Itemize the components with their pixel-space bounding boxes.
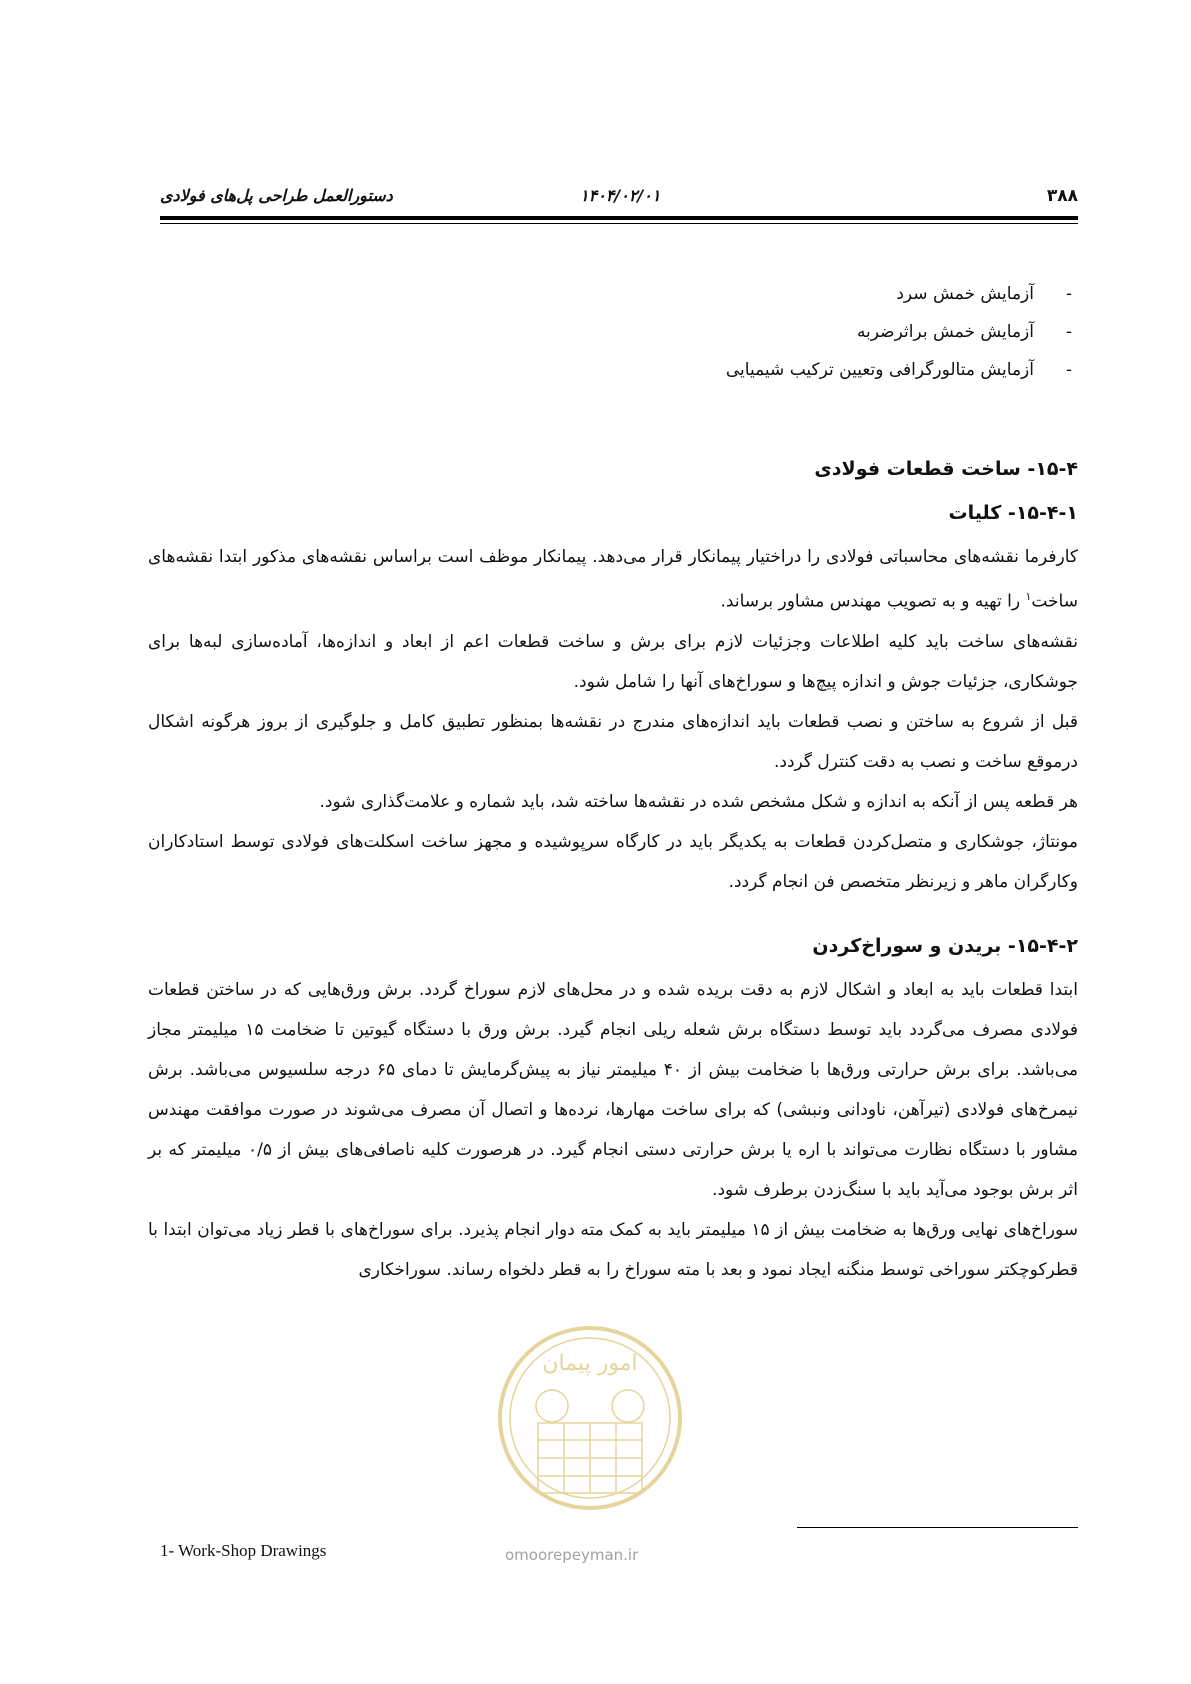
paragraph: نقشه‌های ساخت باید کلیه اطلاعات وجزئیات لازم برای برش و ساخت قطعات اعم از ابعاد و اندازه‌ها، آماده‌سازی لبه‌ها برای جوشکاری، جزئیات جوش و اندازه پیچ‌ها و سوراخ‌های آنها را شامل شود. <box>148 631 1078 692</box>
bullet-text: آزمایش خمش سرد <box>896 284 1034 304</box>
bullet-item <box>148 351 1078 389</box>
section-heading-main: ۱۵-۴- ساخت قطعات فولادی <box>814 458 1078 480</box>
paragraph: مونتاژ، جوشکاری و متصل‌کردن قطعات به یکدیگر باید در کارگاه سرپوشیده و مجهز ساخت اسکلت‌های فولادی توسط استادکاران وکارگران ماهر و زیرنظر متخصص فن انجام گردد. <box>148 831 1078 892</box>
paragraph: سوراخ‌های نهایی ورق‌ها به ضخامت بیش از ۱۵ میلیمتر باید به کمک مته دوار انجام پذیرد. برای سوراخ‌های با قطر زیاد می‌توان ابتدا با قطرکوچکتر سوراخی توسط منگنه ایجاد نمود و بعد با مته سوراخ را به قطر دلخواه رساند. سوراخکاری <box>148 1219 1078 1280</box>
bullet-text: آزمایش خمش براثرضربه <box>856 322 1034 342</box>
page-content <box>148 275 1078 1290</box>
document-title: دستورالعمل طراحی پل‌های فولادی <box>160 186 393 205</box>
bullet-dash: - <box>1065 322 1072 342</box>
watermark-seal-icon <box>490 1318 690 1558</box>
header-date: ۱۴۰۴/۰۲/۰۱ <box>580 186 661 205</box>
section-heading-cutting: ۱۵-۴-۲- بریدن و سوراخ‌کردن <box>812 934 1078 957</box>
footnote-text: 1- Work-Shop Drawings <box>160 1541 327 1560</box>
bullet-item <box>148 313 1078 351</box>
paragraph <box>148 537 1078 622</box>
bullet-dash: - <box>1065 284 1072 304</box>
header-rule-thick <box>160 216 1078 220</box>
paragraph: ابتدا قطعات باید به ابعاد و اشکال لازم به دقت بریده شده و در محل‌های لازم سوراخ گردد. برش ورق‌هایی که در ساختن قطعات فولادی مصرف می‌گردد باید توسط دستگاه برش شعله ریلی انجام گیرد. برش ورق با دستگاه گیوتین تا ضخامت ۱۵ میلیمتر مجاز می‌باشد. برای برش حرارتی ورق‌ها با ضخامت بیش از ۴۰ میلیمتر نیاز به پیش‌گرمایش تا دمای ۶۵ درجه سلسیوس می‌باشد. برش نیمرخ‌های فولادی (تیرآهن، ناودانی ونبشی) که برای ساخت مهارها، نرده‌ها و اتصال آن مصرف می‌شوند در صورت موافقت مهندس مشاور با دستگاه نظارت می‌تواند با اره یا برش حرارتی دستی انجام گیرد. در هرصورت کلیه ناصافی‌های بیش از ۰/۵ میلیمتر که بر اثر برش بوجود می‌آید باید با سنگ‌زدن برطرف شود. <box>148 979 1079 1200</box>
page-number: ۳۸۸ <box>1046 186 1078 206</box>
section-heading-general: ۱۵-۴-۱- کلیات <box>948 502 1078 524</box>
paragraph: هر قطعه پس از آنکه به اندازه و شکل مشخص شده در نقشه‌ها ساخته شد، باید شماره و علامت‌گذاری شود. <box>319 791 1078 812</box>
paragraph-text: را تهیه و به تصویب مهندس مشاور برساند. <box>720 591 1026 612</box>
watermark-seal-text: امور پیمان <box>542 1351 638 1376</box>
bullet-text: آزمایش متالورگرافی وتعیین ترکیب شیمیایی <box>725 360 1034 380</box>
page-header <box>160 186 1078 210</box>
header-rule-thin <box>160 223 1078 224</box>
bullet-item <box>148 275 1078 313</box>
footnote-ref[interactable]: ۱ <box>1025 590 1032 603</box>
footnote-rule <box>797 1527 1078 1528</box>
bullet-dash: - <box>1065 360 1072 380</box>
watermark-site-text: omoorepeyman.ir <box>505 1546 639 1564</box>
paragraph: قبل از شروع به ساختن و نصب قطعات باید اندازه‌های مندرج در نقشه‌ها بمنظور تطبیق کامل و جلوگیری از بروز هرگونه اشکال درموقع ساخت و نصب به دقت کنترل گردد. <box>148 711 1078 772</box>
paragraph-text: کارفرما نقشه‌های محاسباتی فولادی را دراختیار پیمانکار قرار می‌دهد. پیمانکار موظف است براساس نقشه‌های مذکور ابتدا نقشه‌های ساخت <box>148 547 1078 612</box>
